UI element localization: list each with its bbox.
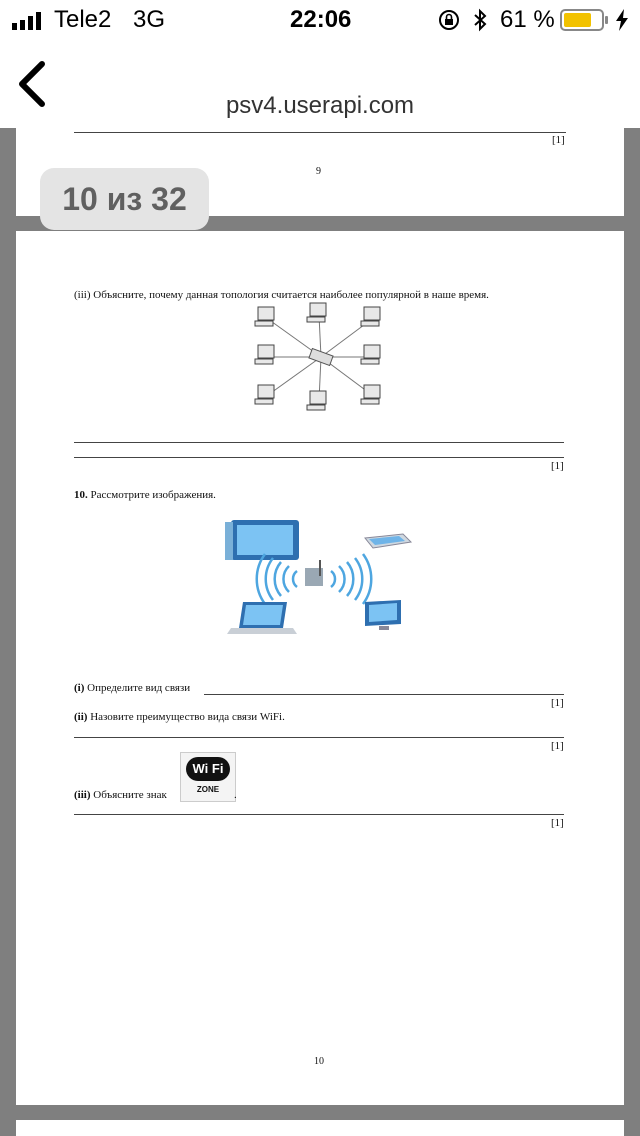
sub-label: (i) [74, 682, 85, 694]
page-url[interactable]: psv4.userapi.com [225, 92, 415, 119]
wifi-zone-text: ZONE [196, 785, 220, 794]
computer-icon [307, 303, 326, 322]
question-text: Объясните знак [93, 789, 167, 801]
battery-icon [560, 9, 610, 33]
page-number: 9 [316, 166, 321, 177]
computer-icon [307, 391, 326, 410]
computer-icon [255, 345, 274, 364]
sub-label: (iii) [74, 789, 91, 801]
network-type: 3G [133, 6, 166, 33]
question-text: (iii) Объясните, почему данная топология считается наиболее популярной в наше время. [74, 289, 489, 301]
sub-label: (ii) [74, 711, 88, 723]
clock: 22:06 [290, 6, 352, 33]
answer-line [74, 737, 564, 738]
tablet-icon [365, 534, 411, 548]
score-mark: [1] [551, 460, 564, 472]
wifi-zone-sign [180, 752, 236, 802]
question-10-heading [74, 489, 216, 501]
question-10-i [74, 682, 190, 694]
monitor-icon [365, 600, 401, 630]
monitor-icon [225, 520, 299, 560]
next-page [16, 1120, 624, 1136]
computer-icon [361, 345, 380, 364]
star-topology-diagram [246, 301, 396, 421]
page-counter: 10 из 32 [40, 168, 209, 230]
orientation-lock-icon [437, 8, 461, 32]
question-text: Назовите преимущество вида связи WiFi. [90, 711, 285, 723]
carrier-name: Tele2 [54, 6, 112, 33]
answer-line [74, 814, 564, 815]
answer-line [74, 132, 566, 133]
charging-icon [615, 9, 629, 31]
question-end-dot: . [234, 789, 237, 801]
battery-percent: 61 % [500, 6, 555, 33]
score-mark: [1] [551, 817, 564, 829]
question-number: 10. [74, 489, 88, 501]
answer-line [74, 457, 564, 458]
question-10-iii [74, 789, 167, 801]
wifi-logo: Wi Fi [186, 757, 230, 781]
document-page [16, 231, 624, 1105]
wifi-network-illustration [223, 516, 419, 638]
signal-bars-icon [12, 12, 46, 30]
computer-icon [361, 385, 380, 404]
wifi-router-icon [305, 560, 323, 586]
computer-icon [255, 307, 274, 326]
score-mark: [1] [551, 697, 564, 709]
question-10-ii [74, 711, 285, 723]
score-mark: [1] [552, 134, 565, 146]
page-number: 10 [314, 1056, 324, 1067]
status-bar [0, 0, 640, 40]
question-text: Определите вид связи [87, 682, 191, 694]
question-text: Рассмотрите изображения. [90, 489, 216, 501]
browser-toolbar [0, 40, 640, 128]
score-mark: [1] [551, 740, 564, 752]
answer-line [74, 442, 564, 443]
answer-line [204, 694, 564, 695]
laptop-icon [227, 602, 297, 634]
bluetooth-icon [472, 8, 488, 32]
computer-icon [361, 307, 380, 326]
computer-icon [255, 385, 274, 404]
